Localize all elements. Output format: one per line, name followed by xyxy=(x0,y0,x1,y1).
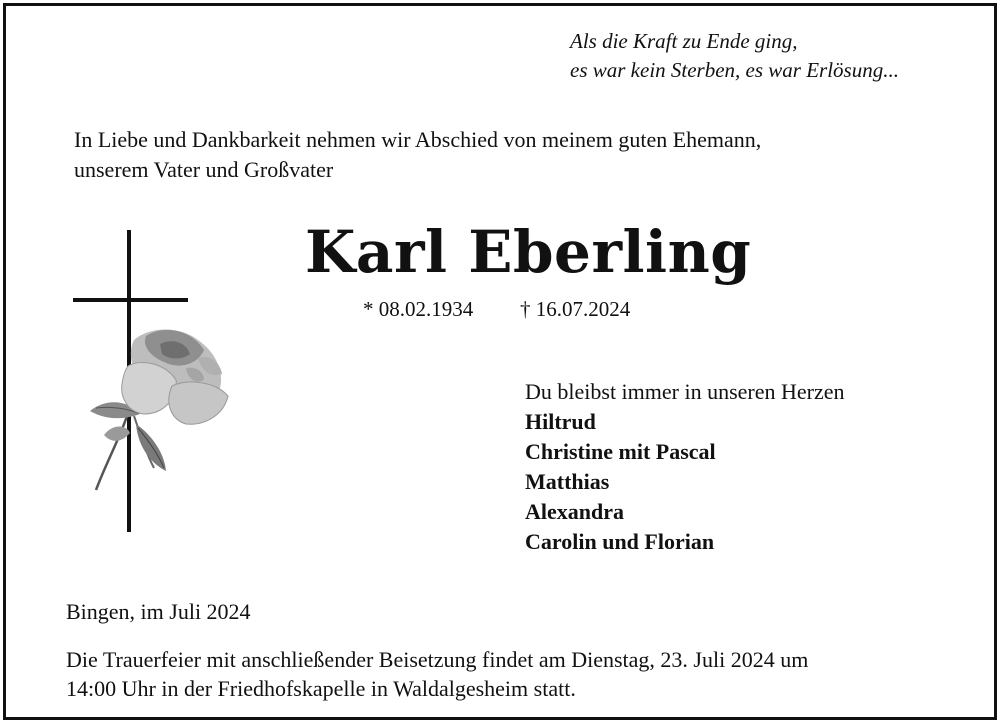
motto-line-1: Als die Kraft zu Ende ging, xyxy=(570,29,798,53)
mourner-name: Alexandra xyxy=(525,499,624,524)
deceased-name: Karl Eberling xyxy=(305,218,752,286)
motto-line-2: es war kein Sterben, es war Erlösung... xyxy=(570,58,899,82)
mourner-name: Christine mit Pascal xyxy=(525,439,716,464)
death-date: † 16.07.2024 xyxy=(520,297,631,321)
ceremony-notice xyxy=(66,645,808,703)
intro-line-2: unserem Vater und Großvater xyxy=(74,157,334,182)
ceremony-line-1: Die Trauerfeier mit anschließender Beisetzung findet am Dienstag, 23. Juli 2024 um xyxy=(66,647,809,672)
ceremony-line-2: 14:00 Uhr in der Friedhofskapelle in Waldalgesheim statt. xyxy=(66,676,576,701)
mourner-name: Carolin und Florian xyxy=(525,529,715,554)
place-and-date: Bingen, im Juli 2024 xyxy=(66,599,251,624)
intro-line-1: In Liebe und Dankbarkeit nehmen wir Abschied von meinem guten Ehemann, xyxy=(74,127,762,152)
mourners-lead: Du bleibst immer in unseren Herzen xyxy=(525,379,845,404)
mourner-name: Matthias xyxy=(525,469,610,494)
birth-date: * 08.02.1934 xyxy=(363,297,474,321)
mourners-block xyxy=(525,377,845,557)
motto xyxy=(570,27,899,85)
mourner-name: Hiltrud xyxy=(525,409,596,434)
cross-with-rose-illustration xyxy=(68,228,238,538)
rose-icon xyxy=(90,330,228,491)
intro-text xyxy=(74,125,761,185)
